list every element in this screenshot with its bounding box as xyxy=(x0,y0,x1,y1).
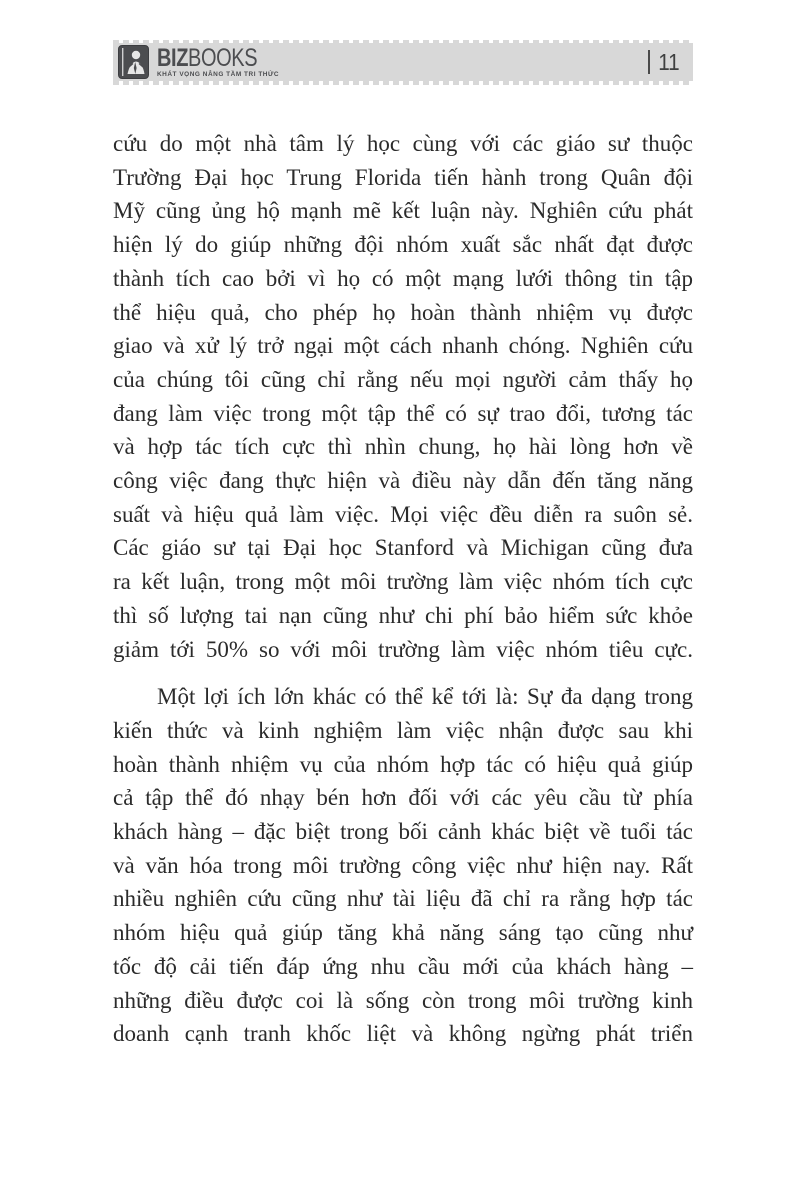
text-line: Mỹ cũng ủng hộ mạnh mẽ kết luận này. Nghiên cứu phát xyxy=(113,198,693,224)
text-line: thành tích cao bởi vì họ có một mạng lưới thông tin tập xyxy=(113,265,693,291)
text-line: nhiều nghiên cứu cũng như tài liệu đã chỉ ra rằng hợp tác xyxy=(113,886,693,912)
paragraph xyxy=(113,680,693,1051)
page-body xyxy=(113,127,693,1051)
page-number: 11 xyxy=(658,48,680,75)
text-line: cả tập thể đó nhạy bén hơn đối với các yêu cầu từ phía xyxy=(113,785,693,811)
text-line: Trường Đại học Trung Florida tiến hành trong Quân đội xyxy=(113,164,693,190)
text-line: của chúng tôi cũng chỉ rằng nếu mọi người cảm thấy họ xyxy=(113,366,693,392)
text-line: thì số lượng tai nạn cũng như chi phí bảo hiểm sức khỏe xyxy=(113,602,693,628)
text-line: công việc đang thực hiện và điều này dẫn đến tăng năng xyxy=(113,468,693,494)
text-line: khách hàng – đặc biệt trong bối cảnh khác biệt về tuổi tác xyxy=(113,819,693,845)
text-line: đang làm việc trong một tập thể có sự trao đổi, tương tác xyxy=(113,400,693,426)
text-line: ra kết luận, trong một môi trường làm việc nhóm tích cực xyxy=(113,569,693,595)
brand-name xyxy=(157,46,260,70)
text-line: hoàn thành nhiệm vụ của nhóm hợp tác có hiệu quả giúp xyxy=(113,751,693,777)
text-line: giảm tới 50% so với môi trường làm việc nhóm tiêu cực. xyxy=(113,636,693,662)
text-line: doanh cạnh tranh khốc liệt và không ngừng phát triển xyxy=(113,1021,693,1047)
bizbooks-logo-icon xyxy=(118,45,149,79)
page-number-group xyxy=(648,49,681,76)
text-line: Một lợi ích lớn khác có thể kể tới là: Sự đa dạng trong xyxy=(157,684,693,710)
text-line: và văn hóa trong môi trường công việc như hiện nay. Rất xyxy=(113,852,693,878)
brand-name-books: BOOKS xyxy=(188,44,258,72)
perforated-edge-bottom xyxy=(113,81,693,85)
text-line: kiến thức và kinh nghiệm làm việc nhận được sau khi xyxy=(113,717,693,743)
text-line: giao và xử lý trở ngại một cách nhanh chóng. Nghiên cứu xyxy=(113,333,693,359)
text-line: những điều được coi là sống còn trong môi trường kinh xyxy=(113,987,693,1013)
brand-block xyxy=(157,46,285,78)
text-line: suất và hiệu quả làm việc. Mọi việc đều diễn ra suôn sẻ. xyxy=(113,501,693,527)
text-line: nhóm hiệu quả giúp tăng khả năng sáng tạo cũng như xyxy=(113,920,693,946)
page-number-divider xyxy=(648,50,650,74)
paragraph xyxy=(113,127,693,666)
text-line: tốc độ cải tiến đáp ứng nhu cầu mới của khách hàng – xyxy=(113,953,693,979)
text-line: cứu do một nhà tâm lý học cùng với các giáo sư thuộc xyxy=(113,131,693,156)
text-line: thể hiệu quả, cho phép họ hoàn thành nhiệm vụ được xyxy=(113,299,693,325)
header-strip xyxy=(113,43,693,81)
text-line: Các giáo sư tại Đại học Stanford và Michigan cũng đưa xyxy=(113,535,693,561)
text-line: hiện lý do giúp những đội nhóm xuất sắc nhất đạt được xyxy=(113,232,693,258)
brand-tagline: KHÁT VỌNG NÂNG TẦM TRI THỨC xyxy=(157,71,280,78)
text-line: và hợp tác tích cực thì nhìn chung, họ hài lòng hơn về xyxy=(113,434,693,460)
bizbooks-logo xyxy=(118,45,285,79)
brand-name-biz: BIZ xyxy=(157,44,189,72)
